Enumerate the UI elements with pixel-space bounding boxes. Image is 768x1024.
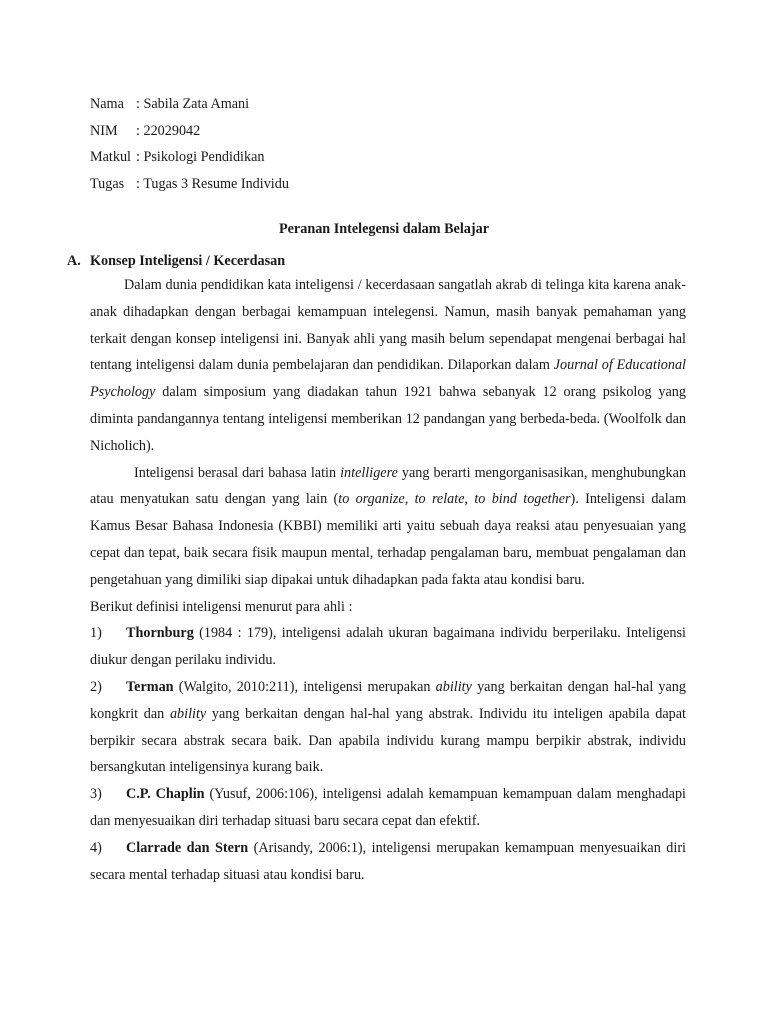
paragraph1-text-end: dalam simposium yang diadakan tahun 1921 bahwa sebanyak 12 orang psikolog yang diminta pandangannya tentang inteligensi memberikan 12 pandangan yang berbeda-beda. (Woolfolk dan Nicholich).	[90, 384, 686, 454]
expert-name: Terman	[126, 678, 174, 695]
definition-item	[90, 674, 686, 781]
expert-name: Clarrade dan Stern	[126, 839, 249, 856]
definition-text	[90, 835, 686, 889]
definition-item	[90, 781, 686, 835]
definition-body: (Yusuf, 2006:106), inteligensi adalah kemampuan kemampuan dalam menghadapi dan menyesuaikan diri terhadap situasi baru secara cepat dan efektif.	[90, 786, 686, 829]
nim-row	[90, 118, 289, 145]
paragraph-intelligence-origin	[90, 460, 686, 594]
journal-title: Journal of Educational Psychology	[90, 357, 686, 401]
definition-body: (Walgito, 2010:211), inteligensi merupakan	[173, 678, 436, 695]
english-translation: to organize, to relate, to bind together	[338, 491, 571, 508]
course-value: : Psikologi Pendidikan	[136, 149, 265, 166]
definition-body: (Arisandy, 2006:1), inteligensi merupakan kemampuan menyesuaikan diri secara mental terhadap situasi atau kondisi baru.	[90, 839, 686, 883]
definition-text	[90, 620, 686, 674]
definition-body: yang berkaitan dengan hal-hal yang kongkrit dan	[90, 678, 686, 722]
document-title: Peranan Intelegensi dalam Belajar	[278, 221, 490, 237]
paragraph2-text-middle: yang berarti mengorganisasikan, menghubungkan atau menyatukan satu dengan yang lain (	[90, 464, 686, 508]
task-row	[90, 171, 289, 198]
course-label: Matkul	[90, 149, 131, 166]
expert-name: Thornburg	[126, 625, 194, 642]
definition-body: yang berkaitan dengan hal-hal yang abstrak. Individu itu inteligen apabila dapat berpikir secara abstrak secara baik. Dan apabila individu kurang mampu berpikir abstrak, individu bersangkutan inteligensinya kurang baik.	[90, 705, 687, 776]
task-value: : Tugas 3 Resume Individu	[136, 176, 289, 193]
definition-number: 3)	[90, 786, 102, 803]
definition-text	[90, 674, 686, 781]
course-row	[90, 144, 289, 171]
paragraph2-text-start: Inteligensi berasal dari bahasa latin	[134, 464, 341, 481]
ability-term: ability	[435, 678, 472, 695]
student-info	[90, 91, 289, 198]
section-heading	[67, 250, 285, 272]
section-letter: A.	[67, 253, 81, 269]
nim-value: : 22029042	[136, 122, 201, 139]
name-row	[90, 91, 289, 118]
definition-text	[90, 781, 686, 835]
definition-number: 1)	[90, 625, 102, 642]
task-label: Tugas	[90, 176, 125, 193]
paragraph2-text-end: ). Inteligensi dalam Kamus Besar Bahasa Indonesia (KBBI) memiliki arti yaitu sebuah daya reaksi atau penyesuaian yang cepat dan tepat, baik secara fisik maupun mental, terhadap pengalaman baru, membuat pengalaman dan pengetahuan yang dimiliki siap dipakai untuk dihadapkan pada fakta atau kondisi baru.	[90, 491, 686, 588]
name-label: Nama	[90, 96, 124, 112]
definition-body: (1984 : 179), inteligensi adalah ukuran bagaimana individu berperilaku. Inteligensi diukur dengan perilaku individu.	[90, 625, 686, 669]
section-title: Konsep Inteligensi / Kecerdasan	[90, 253, 286, 269]
latin-term: intelligere	[340, 464, 398, 481]
document-body	[90, 272, 686, 888]
paragraph-intelligence-context	[90, 272, 686, 460]
definition-number: 2)	[90, 678, 102, 695]
definition-item	[90, 835, 686, 889]
definition-number: 4)	[90, 839, 102, 856]
ability-term: ability	[169, 705, 207, 722]
definitions-intro: Berikut definisi inteligensi menurut para ahli :	[90, 598, 353, 615]
nim-label: NIM	[90, 122, 118, 139]
name-value: : Sabila Zata Amani	[136, 96, 250, 112]
paragraph1-text-start: Dalam dunia pendidikan kata inteligensi / kecerdasaan sangatlah akrab di telinga kita karena anak-anak dihadapkan dengan berbagai kemampuan intelegensi. Namun, masih banyak pemahaman yang terkait dengan konsep inteligensi ini. Banyak ahli yang masih belum sependapat mengenai berbagai hal tentang inteligensi dalam dunia pembelajaran dan pendidikan. Dilaporkan dalam	[90, 277, 686, 374]
definition-item	[90, 620, 686, 674]
expert-name: C.P. Chaplin	[126, 786, 205, 803]
